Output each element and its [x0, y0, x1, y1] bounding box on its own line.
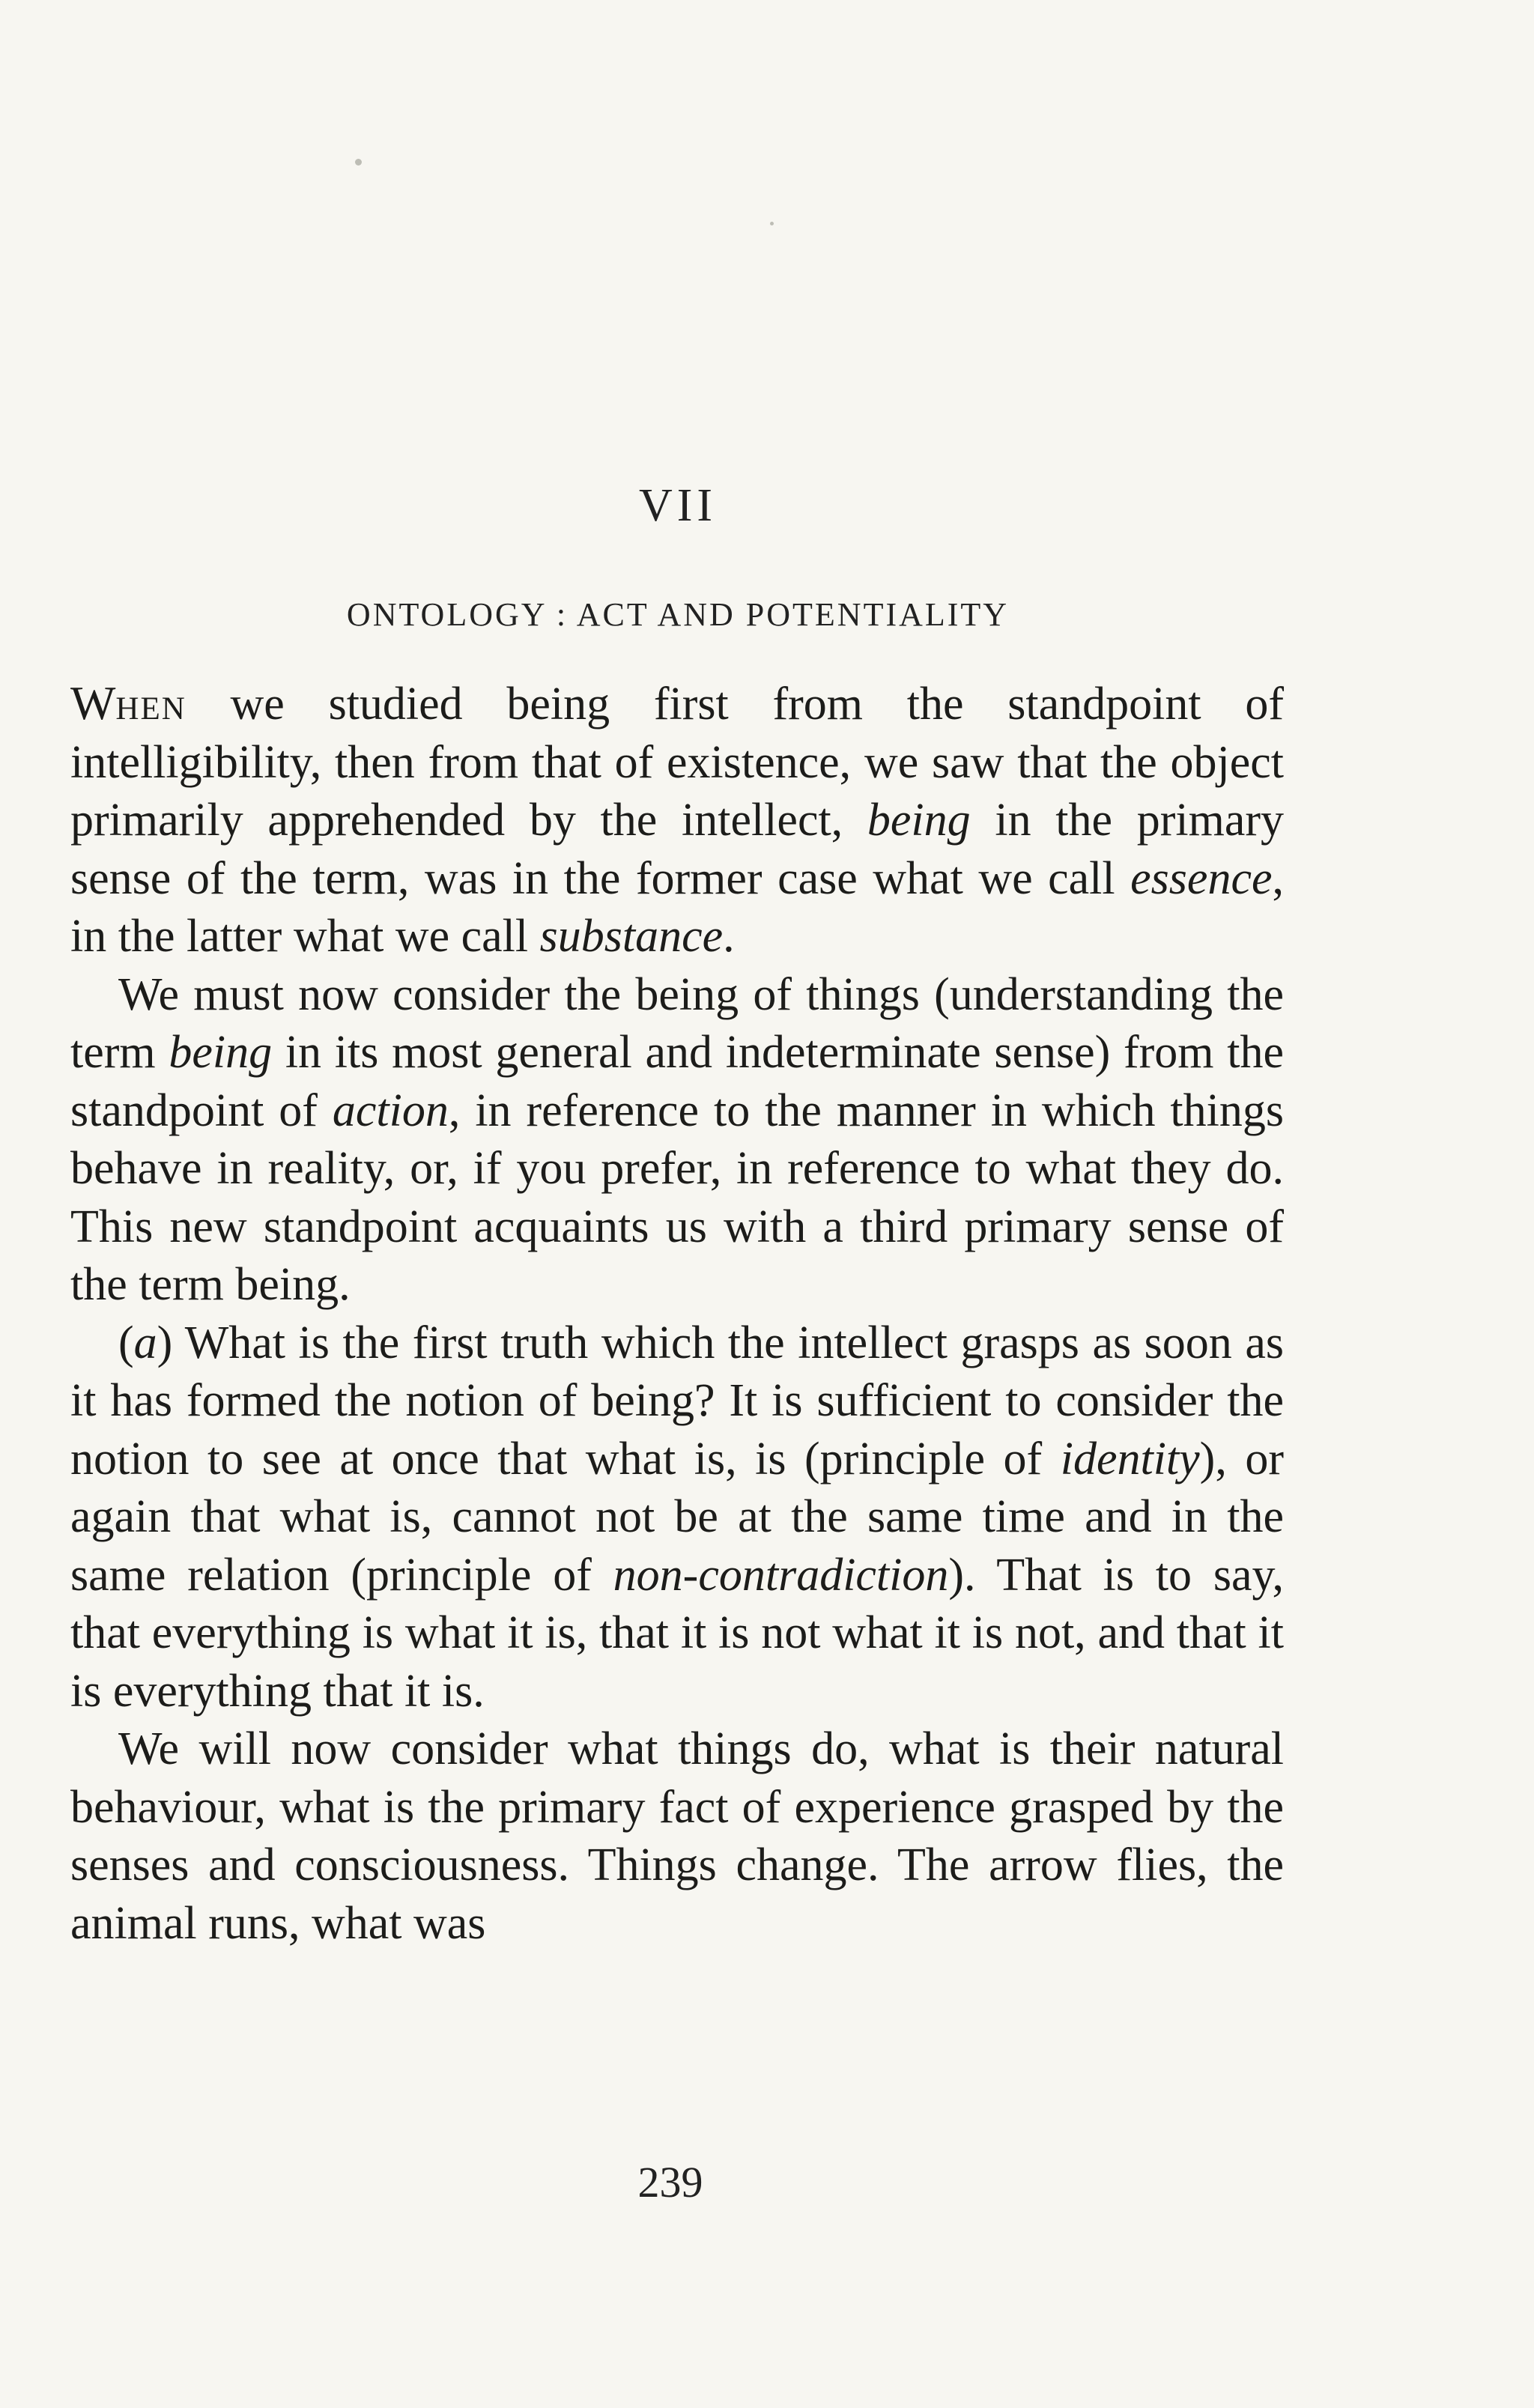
- scan-speck: [355, 159, 362, 166]
- text-run: We must now consider the being of things (understanding the term: [70, 968, 1284, 1078]
- text-run: in its most general and indeterminate sense) from the standpoint of: [70, 1027, 1284, 1136]
- text-run: (: [118, 1317, 134, 1368]
- text-run: We will now consider what things do, what is their natural behaviour, what is the primary fact of experience grasped by the senses and consciousness. Things change. The arrow flies, the animal runs, what was: [70, 1723, 1284, 1949]
- paragraph-3: [70, 1314, 1284, 1721]
- text-run: ) What is the first truth which the intellect grasps as soon as it has formed the notion of being? It is sufficient to consider the notion to see at once that what is, is (principle of: [70, 1317, 1284, 1484]
- chapter-title: ONTOLOGY : ACT AND POTENTIALITY: [346, 596, 1010, 633]
- text-run: .: [723, 911, 735, 962]
- lead-capital: W: [70, 676, 116, 730]
- scan-speck: [770, 222, 774, 225]
- lead-word-rest: hen: [115, 679, 187, 730]
- text-run: , in reference to the manner in which things behave in reality, or, if you prefer, in reference to what they do. This new standpoint acquaints us with a third primary sense of the term being.: [70, 1085, 1284, 1310]
- section-label: a: [133, 1317, 157, 1368]
- emphasis: substance: [539, 911, 724, 962]
- emphasis: essence: [1130, 852, 1273, 904]
- chapter-number: VII: [638, 480, 718, 531]
- text-run: ), or again that what is, cannot not be at the same time and in the same relation (principle of: [70, 1433, 1284, 1601]
- text-run: ). That is to say, that everything is what it is, that it is not what it is not, and that it is everything that it is.: [70, 1549, 1284, 1717]
- body-text: [70, 674, 1284, 1953]
- text-run: we studied being first from the standpoint of intelligibility, then from that of existence, we saw that the object primarily apprehended by the intellect,: [70, 679, 1284, 846]
- emphasis: non-contradiction: [613, 1549, 949, 1601]
- paragraph-2: [70, 966, 1284, 1314]
- emphasis: being: [867, 795, 971, 846]
- text-run: in the primary sense of the term, was in the former case what we call: [70, 795, 1284, 904]
- page-number: 239: [637, 2158, 703, 2207]
- text-run: , in the latter what we call: [70, 852, 1284, 962]
- emphasis: identity: [1060, 1433, 1200, 1484]
- emphasis: being: [169, 1027, 273, 1078]
- paragraph-1: [70, 674, 1284, 966]
- paragraph-4: [70, 1720, 1284, 1953]
- emphasis: action: [332, 1085, 449, 1136]
